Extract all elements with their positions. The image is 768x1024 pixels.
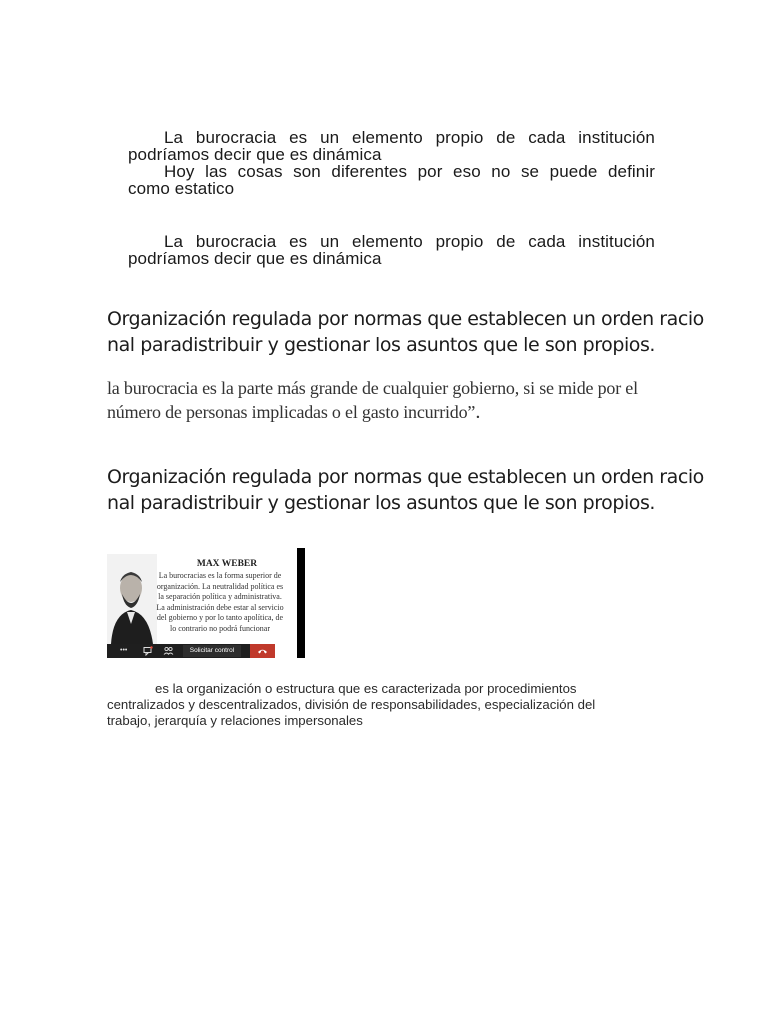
- slide-title: MAX WEBER: [196, 559, 258, 569]
- more-options-icon[interactable]: •••: [120, 647, 128, 654]
- text-span: La burocracia es un elemento propio de cada institución: [164, 232, 655, 251]
- paragraph-burocracia-2: [128, 233, 655, 267]
- request-control-button[interactable]: Solicitar control: [183, 645, 241, 657]
- paragraph-line: nal paradistribuir y gestionar los asuntos que le son propios.: [107, 492, 656, 514]
- paragraph-line: la burocracia es la parte más grande de cualquier gobierno, si se mide por el: [107, 378, 638, 398]
- end-call-button[interactable]: [250, 644, 275, 658]
- paragraph-line: centralizados y descentralizados, división de responsabilidades, especialización del: [107, 697, 596, 712]
- paragraph-line: [128, 233, 655, 250]
- text-span: La burocracia es un elemento propio de cada institución: [164, 128, 655, 147]
- embedded-screenshot: [107, 548, 305, 658]
- paragraph-line: como estatico: [128, 179, 235, 198]
- paragraph-line: Organización regulada por normas que establecen un orden racio: [107, 466, 704, 488]
- definition-paragraph-2: [107, 464, 704, 516]
- paragraph-line: nal paradistribuir y gestionar los asuntos que le son propios.: [107, 334, 656, 356]
- quote-paragraph: [107, 376, 667, 424]
- paragraph-line: es la organización o estructura que es caracterizada por procedimientos: [155, 681, 577, 696]
- paragraph-line: número de personas implicadas o el gasto incurrido”．: [107, 402, 493, 422]
- paragraph-line: Organización regulada por normas que establecen un orden racio: [107, 308, 704, 330]
- portrait-image: [107, 554, 157, 644]
- paragraph-line: podríamos decir que es dinámica: [128, 145, 382, 164]
- paragraph-line: podríamos decir que es dinámica: [128, 249, 382, 268]
- slide-body: La burocracias es la forma superior de organización. La neutralidad política es la separación política y administrativa. La administración debe estar al servicio del gobierno y por lo tanto apolítica, de lo contrario no podrá funcionar: [156, 571, 284, 633]
- final-paragraph: [107, 681, 637, 729]
- paragraph-line: [128, 163, 655, 180]
- paragraph-line: trabajo, jerarquía y relaciones impersonales: [107, 713, 363, 728]
- hang-up-icon: [257, 647, 268, 655]
- text-span: Hoy las cosas son diferentes por eso no se puede definir: [164, 162, 655, 181]
- participants-icon[interactable]: [163, 646, 174, 656]
- paragraph-burocracia-1: [128, 129, 655, 197]
- definition-paragraph-1: [107, 306, 704, 358]
- chat-icon[interactable]: [143, 646, 153, 656]
- black-bar: [297, 548, 305, 658]
- paragraph-line: [128, 129, 655, 146]
